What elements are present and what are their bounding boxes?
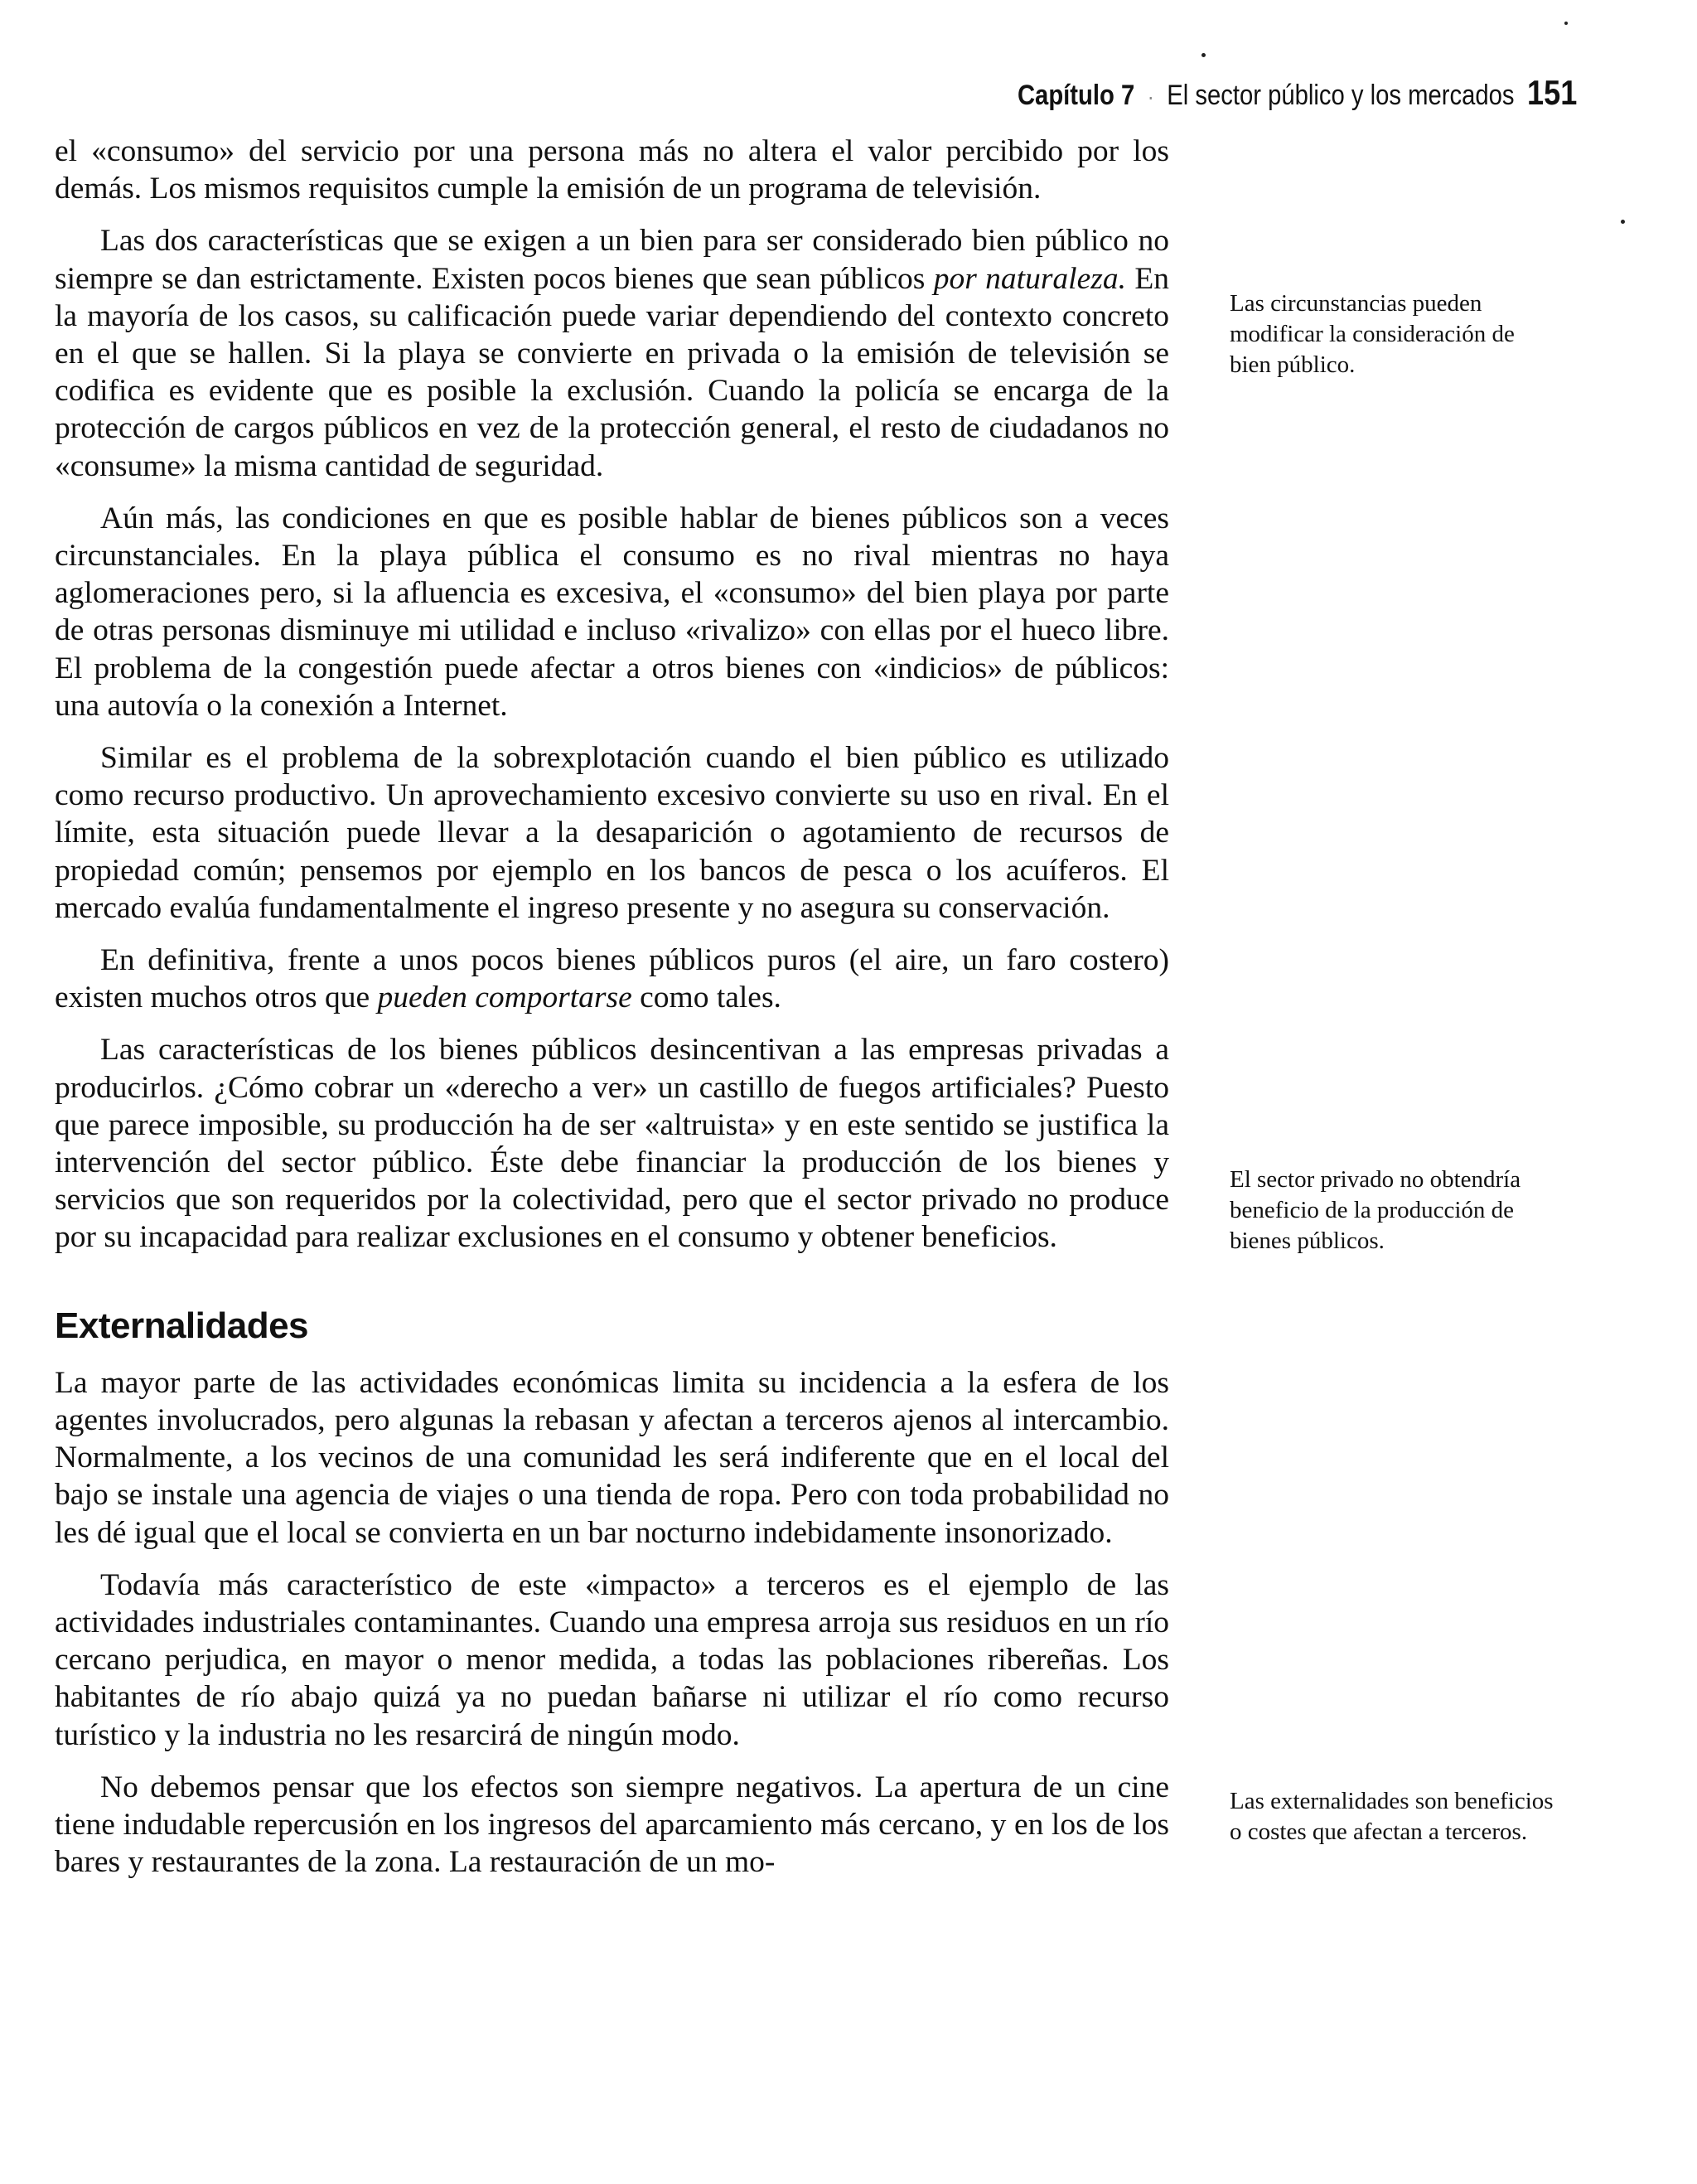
scan-speck (1564, 22, 1568, 25)
paragraph: No debemos pensar que los efectos son siempre negativos. La apertura de un cine tiene indudable repercusión en los ingresos del aparcamiento más cercano, y en los de los bares y restaurantes de la zona. La restauración de un mo- (55, 1770, 1169, 1880)
paragraph: Aún más, las condiciones en que es posible hablar de bienes públicos son a veces circunstanciales. En la playa pública el consumo es no rival mientras no haya aglomeraciones pero, si la afluencia es excesiva, el «consumo» del bien playa por parte de otras personas disminuye mi utilidad e incluso «rivalizo» con ellas por el hueco libre. El problema de la congestión puede afectar a otros bienes con «indicios» de públicos: una autovía o la conexión a Internet. (55, 501, 1169, 723)
emphasis-text: pueden comportarse (377, 981, 632, 1015)
paragraph: Las características de los bienes públicos desincentivan a las empresas privadas a producirlos. ¿Cómo cobrar un «derecho a ver» un castillo de fuegos artificiales? Puesto que parece imposible, su producción ha de ser «altruista» y en este sentido se justifica la intervención del sector público. Éste debe financiar la producción de los bienes y servicios que son requeridos por la colectividad, pero que el sector privado no produce por su incapacidad para realizar exclusiones en el consumo y obtener beneficios. (55, 1033, 1169, 1255)
paragraph-text: como tales. (631, 981, 781, 1015)
paragraph-text: En definitiva, frente a unos pocos bienes públicos puros (el aire, un faro costero) existen muchos otros que (55, 943, 1169, 1015)
paragraph (55, 222, 1169, 484)
margin-note: El sector privado no obtendría beneficio de la producción de bienes públicos. (1230, 1166, 1521, 1254)
main-text-column (55, 133, 1169, 1896)
paragraph (55, 942, 1169, 1016)
header-separator: · (1147, 84, 1154, 109)
paragraph-text: Las dos características que se exigen a un bien para ser considerado bien público no siempre se dan estrictamente. Existen pocos bienes que sean públicos (55, 224, 1169, 296)
scan-speck (1201, 53, 1206, 57)
margin-note: Las externalidades son beneficios o costes que afectan a terceros. (1230, 1788, 1554, 1845)
paragraph: Similar es el problema de la sobrexplotación cuando el bien público es utilizado como recurso productivo. Un aprovechamiento excesivo convierte su uso en rival. En el límite, esta situación puede llevar a la desaparición o agotamiento de recursos de propiedad común; pensemos por ejemplo en los bancos de pesca o los acuíferos. El mercado evalúa fundamentalmente el ingreso presente y no asegura su conservación. (55, 741, 1169, 925)
paragraph: el «consumo» del servicio por una persona más no altera el valor percibido por los demás. Los mismos requisitos cumple la emisión de un programa de televisión. (55, 134, 1169, 206)
margin-note: Las circunstancias pueden modificar la consideración de bien público. (1230, 290, 1515, 378)
running-header (1018, 73, 1577, 113)
scan-speck (1621, 220, 1625, 224)
section-title: El sector público y los mercados (1166, 80, 1515, 111)
section-heading: Externalidades (55, 1305, 309, 1346)
chapter-label: Capítulo 7 (1017, 80, 1134, 111)
paragraph-text: En la mayoría de los casos, su calificación puede variar dependiendo del contexto concreto en el que se hallen. Si la playa se convierte en privada o la emisión de televisión se codifica es evidente que es posible la exclusión. Cuando la policía se encarga de la protección de cargos públicos en vez de la protección general, el resto de ciudadanos no «consume» la misma cantidad de seguridad. (55, 261, 1169, 483)
paragraph: La mayor parte de las actividades económicas limita su incidencia a la esfera de los agentes involucrados, pero algunas la rebasan y afectan a terceros ajenos al intercambio. Normalmente, a los vecinos de una comunidad les será indiferente que en el local del bajo se instale una agencia de viajes o una tienda de ropa. Pero con toda probabilidad no les dé igual que el local se convierta en un bar nocturno indebidamente insonorizado. (55, 1365, 1169, 1550)
paragraph: Todavía más característico de este «impacto» a terceros es el ejemplo de las actividades industriales contaminantes. Cuando una empresa arroja sus residuos en un río cercano perjudica, en mayor o menor medida, a todas las poblaciones ribereñas. Los habitantes de río abajo quizá ya no puedan bañarse ni utilizar el río como recurso turístico y la industria no les resarcirá de ningún modo. (55, 1567, 1169, 1752)
page-number: 151 (1526, 73, 1577, 112)
emphasis-text: por naturaleza. (933, 261, 1126, 296)
